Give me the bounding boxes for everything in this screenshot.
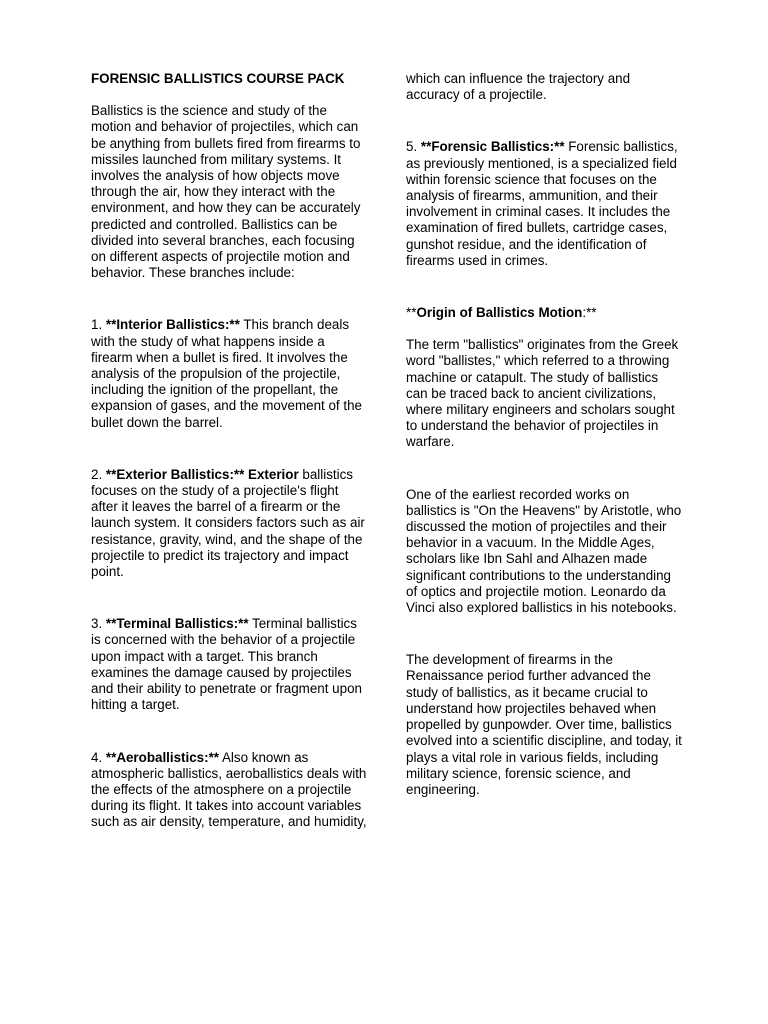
origin-paragraph: The development of firearms in the Renaissance period further advanced the study of ballistics, as it became crucial to understand how projectiles behaved when propelled by gunpowder. Over time, ballistics evolved into a scientific discipline, and today, it plays a vital role in various fields, including military science, forensic science, and engineering. [406,652,682,797]
right-column [406,71,682,798]
branch-number: 1. [91,317,106,333]
heading-suffix: :** [582,305,597,321]
branch-forensic-paragraph [406,139,682,269]
intro-paragraph: Ballistics is the science and study of the motion and behavior of projectiles, which can be anything from bullets fired from firearms to missiles launched from military systems. It involves the analysis of how objects move through the air, how they interact with the environment, and how they can be accurately predicted and controlled. Ballistics can be divided into several branches, each focusing on different aspects of projectile motion and behavior. These branches include: [91,103,361,281]
branch-heading: **Interior Ballistics:** [105,317,240,333]
origin-paragraph: The term "ballistics" originates from the Greek word "ballistes," which referred to a throwing machine or catapult. The study of ballistics can be traced back to ancient civilizations, where military engineers and scholars sought to understand the behavior of projectiles in warfare. [406,337,679,450]
branch-text: Also known as atmospheric ballistics, aeroballistics deals with the effects of the atmosphere on a projectile during its flight. It takes into account variables such as air density, temperature, and humidity, [91,749,367,830]
branch-aeroballistics-paragraph [91,750,367,831]
branch-text: Forensic ballistics, as previously mentioned, is a specialized field within forensic science that focuses on the analysis of firearms, ammunition, and their involvement in criminal cases. It includes the examination of fired bullets, cartridge cases, gunshot residue, and the identification of firearms used in crimes. [406,139,678,268]
section-heading-origin [406,305,682,321]
origin-paragraph: One of the earliest recorded works on ballistics is "On the Heavens" by Aristotle, who discussed the motion of projectiles and their behavior in a vacuum. In the Middle Ages, scholars like Ibn Sahl and Alhazen made significant contributions to the understanding of optics and projectile motion. Leonardo da Vinci also explored ballistics in his notebooks. [406,486,682,616]
heading-text: Origin of Ballistics Motion [416,305,583,321]
continuation-paragraph: which can influence the trajectory and accuracy of a projectile. [406,71,631,103]
branch-text: This branch deals with the study of what happens inside a firearm when a bullet is fired. It involves the analysis of the propulsion of the projectile, including the ignition of the propellant, the expansion of gases, and the movement of the bullet down the barrel. [91,317,362,430]
page-title: FORENSIC BALLISTICS COURSE PACK [91,71,345,86]
heading-prefix: ** [406,305,417,321]
branch-number: 4. [91,749,106,765]
branch-heading: **Aeroballistics:** [105,749,220,765]
branch-terminal-paragraph [91,616,367,713]
branch-number: 5. [406,139,421,155]
branch-heading: **Terminal Ballistics:** [105,616,249,632]
branch-number: 2. [91,466,106,482]
left-column [91,71,367,831]
branch-interior-paragraph [91,317,367,430]
branch-heading: **Exterior Ballistics:** Exterior [105,466,299,482]
branch-text: Terminal ballistics is concerned with the behavior of a projectile upon impact with a target. This branch examines the damage caused by projectiles and their ability to penetrate or fragment upon hitting a target. [91,616,362,713]
branch-text: ballistics focuses on the study of a projectile's flight after it leaves the barrel of a firearm or the launch system. It considers factors such as air resistance, gravity, wind, and the shape of the projectile to predict its trajectory and impact point. [91,466,365,580]
branch-heading: **Forensic Ballistics:** [420,139,565,155]
branch-exterior-paragraph [91,467,367,580]
branch-number: 3. [91,616,106,632]
